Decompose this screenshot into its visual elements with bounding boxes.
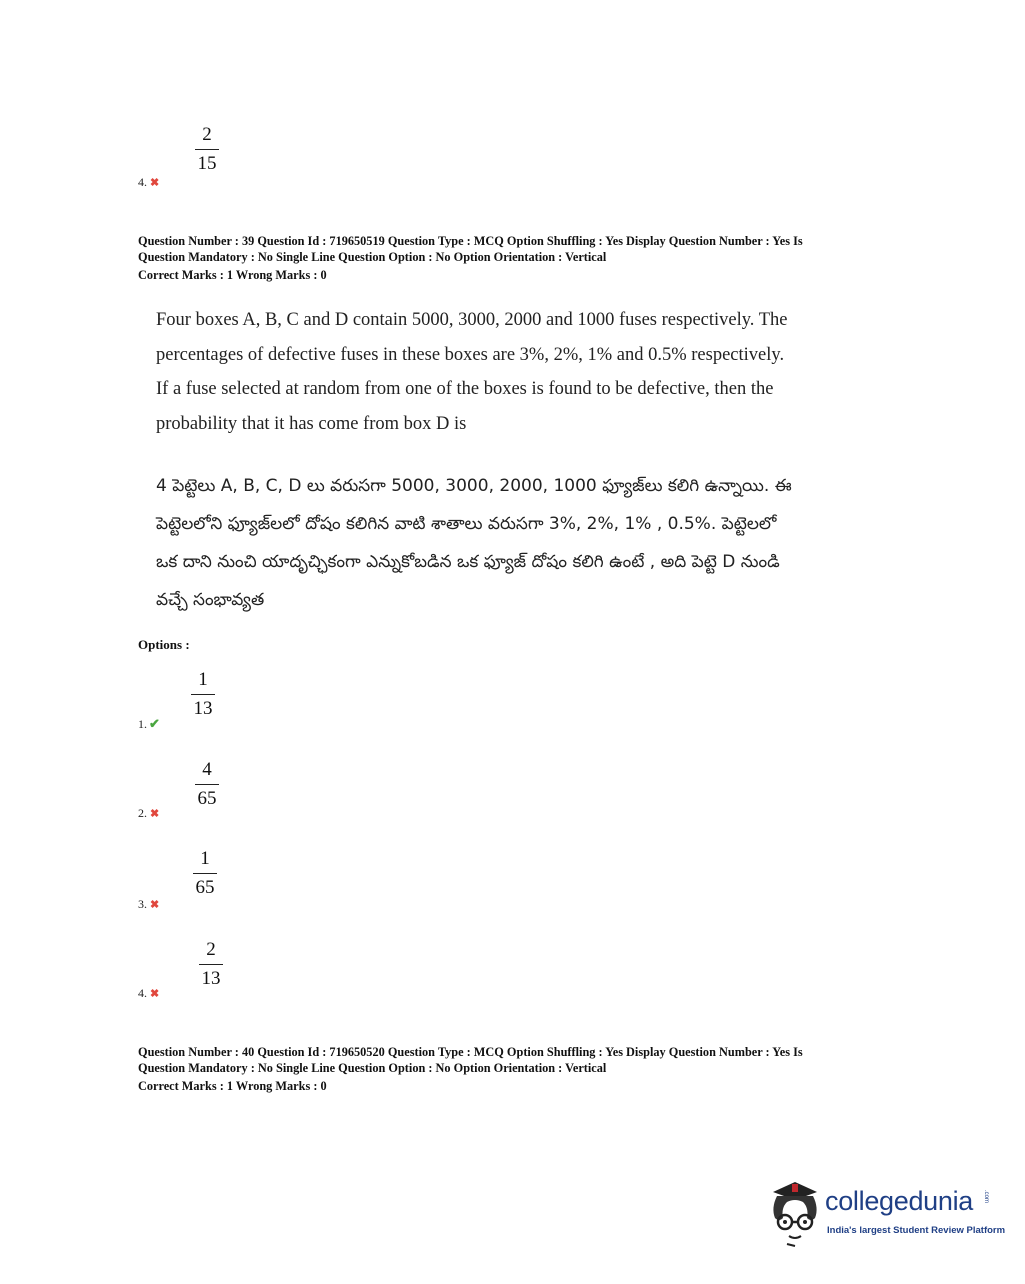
wrong-mark-icon: ✖ xyxy=(150,899,160,911)
prev-option-4-fraction xyxy=(192,125,222,173)
option-number: 4. xyxy=(138,986,147,1000)
option-4-label xyxy=(138,986,159,1001)
numerator: 2 xyxy=(206,939,216,960)
meta-line-1: Question Number : 39 Question Id : 719650519 Question Type : MCQ Option Shuffling : Yes Display Question Number : Yes Is xyxy=(138,234,803,248)
question-39-meta xyxy=(138,233,898,283)
meta-line-2: Question Mandatory : No Single Line Question Option : No Option Orientation : Vertical xyxy=(138,250,607,264)
option-1-label xyxy=(138,716,160,732)
options-heading: Options : xyxy=(138,637,190,652)
correct-check-icon: ✔ xyxy=(149,716,160,731)
numerator: 1 xyxy=(200,848,210,869)
option-1-fraction xyxy=(188,670,218,718)
student-mascot-icon xyxy=(765,1178,827,1248)
question-line: If a fuse selected at random from one of the boxes is found to be defective, then the xyxy=(156,379,774,399)
fraction-bar xyxy=(195,149,219,150)
fraction-bar xyxy=(199,964,223,965)
denominator: 65 xyxy=(197,788,217,809)
question-39-telugu-text xyxy=(156,467,876,619)
meta-line-3: Correct Marks : 1 Wrong Marks : 0 xyxy=(138,1079,327,1093)
collegedunia-watermark xyxy=(765,1178,1006,1248)
question-40-meta xyxy=(138,1044,898,1094)
fraction-bar xyxy=(191,694,215,695)
denominator: 13 xyxy=(201,968,221,989)
option-4-fraction xyxy=(196,940,226,988)
prev-option-4-label xyxy=(138,175,159,190)
numerator: 4 xyxy=(202,759,212,780)
wrong-mark-icon: ✖ xyxy=(150,808,160,820)
question-line: percentages of defective fuses in these boxes are 3%, 2%, 1% and 0.5% respectively. xyxy=(156,344,785,365)
brand-tagline: India's largest Student Review Platform xyxy=(827,1225,1006,1236)
question-line: probability that it has come from box D is xyxy=(156,413,467,434)
meta-line-2: Question Mandatory : No Single Line Question Option : No Option Orientation : Vertical xyxy=(138,1061,607,1075)
fraction-bar xyxy=(195,784,219,785)
denominator: 13 xyxy=(193,698,213,719)
question-line: 4 పెట్టెలు A, B, C, D లు వరుసగా 5000, 3000, 2000, 1000 ఫ్యూజ్‌లు కలిగి ఉన్నాయి. ఈ xyxy=(156,476,792,496)
option-2-fraction xyxy=(192,760,222,808)
option-number: 2. xyxy=(138,806,147,820)
brand-name: collegedunia xyxy=(825,1186,974,1216)
denominator: 15 xyxy=(197,153,217,174)
question-line: వచ్చే సంభావ్యత xyxy=(156,590,265,610)
meta-line-1: Question Number : 40 Question Id : 719650520 Question Type : MCQ Option Shuffling : Yes Display Question Number : Yes Is xyxy=(138,1045,803,1059)
option-number: 4. xyxy=(138,175,147,189)
question-line: పెట్టెలలోని ఫ్యూజ్‌లలో దోషం కలిగిన వాటి శాతాలు వరుసగా 3%, 2%, 1% , 0.5%. పెట్టెలలో xyxy=(156,514,777,534)
numerator: 2 xyxy=(202,124,212,145)
wrong-mark-icon: ✖ xyxy=(150,177,160,189)
option-3-label xyxy=(138,897,159,912)
brand-domain: .com xyxy=(983,1190,989,1204)
numerator: 1 xyxy=(198,669,208,690)
wrong-mark-icon: ✖ xyxy=(150,988,160,1000)
question-line: Four boxes A, B, C and D contain 5000, 3000, 2000 and 1000 fuses respectively. The xyxy=(156,310,788,330)
question-line: ఒక దాని నుంచి యాదృచ్ఛికంగా ఎన్నుకోబడిన ఒక ఫ్యూజ్ దోషం కలిగి ఉంటే , అది పెట్టె D నుండి xyxy=(156,552,780,572)
option-number: 3. xyxy=(138,897,147,911)
denominator: 65 xyxy=(195,877,215,898)
option-number: 1. xyxy=(138,717,147,731)
option-3-fraction xyxy=(190,849,220,897)
question-39-english-text xyxy=(156,303,876,441)
fraction-bar xyxy=(193,873,217,874)
meta-line-3: Correct Marks : 1 Wrong Marks : 0 xyxy=(138,268,327,282)
option-2-label xyxy=(138,806,159,821)
